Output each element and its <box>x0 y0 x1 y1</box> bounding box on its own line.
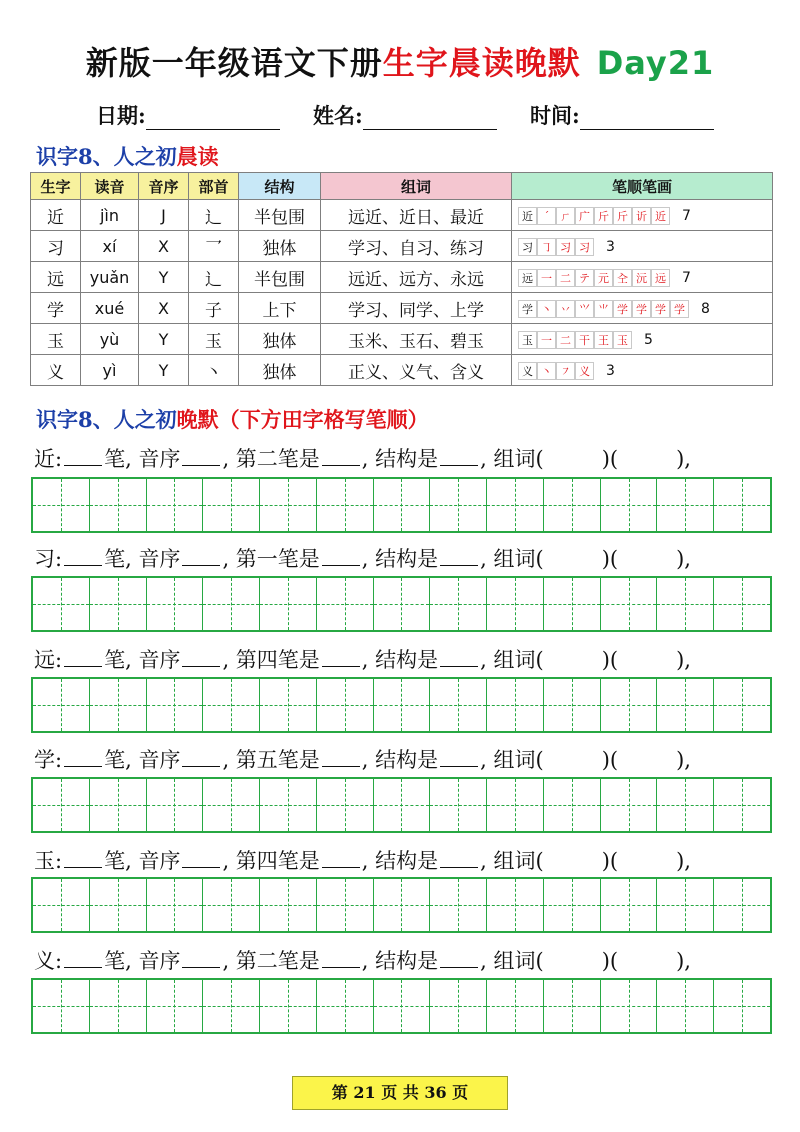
question-yinxu: 音序 <box>138 849 181 873</box>
stroke-step: 丶 <box>537 300 556 318</box>
tianzige-cell[interactable] <box>90 879 147 931</box>
stroke-blank[interactable] <box>322 948 360 968</box>
question-colon: : <box>55 849 63 873</box>
question-yinxu: 音序 <box>138 949 181 973</box>
tianzige-grid <box>31 777 772 833</box>
stroke-step: 学 <box>651 300 670 318</box>
tianzige-cell[interactable] <box>601 479 658 531</box>
stroke-step: 习 <box>575 238 594 256</box>
stroke-sequence <box>518 269 691 287</box>
table-row <box>31 262 773 293</box>
question-mid: )( <box>601 447 619 471</box>
stroke-count: 3 <box>606 238 615 255</box>
tianzige-cell[interactable] <box>317 479 374 531</box>
stroke-sequence <box>518 207 691 225</box>
page-number: 第 21 页 共 36 页 <box>292 1076 508 1110</box>
question-jiegou: 结构是 <box>375 849 439 873</box>
cell-stroke-order <box>512 355 773 386</box>
title-highlight: 生字晨读晚默 <box>382 44 581 82</box>
title-day: Day21 <box>596 44 715 82</box>
question-jiegou: 结构是 <box>375 447 439 471</box>
cell-stroke-order <box>512 293 773 324</box>
cell-bushou: 乛 <box>189 231 239 262</box>
stroke-sequence <box>518 238 615 256</box>
tianzige-cell[interactable] <box>544 479 601 531</box>
tianzige-cell[interactable] <box>544 779 601 831</box>
stroke-blank[interactable] <box>322 747 360 767</box>
cell-char: 远 <box>31 262 81 293</box>
cell-pinyin: yù <box>81 324 139 355</box>
time-blank[interactable] <box>580 108 714 130</box>
stroke-step: 一 <box>537 269 556 287</box>
question-colon: : <box>55 547 63 571</box>
stroke-count-blank[interactable] <box>64 948 102 968</box>
tianzige-cell[interactable] <box>487 479 544 531</box>
cell-jiegou: 独体 <box>239 231 321 262</box>
question-mid: )( <box>601 949 619 973</box>
stroke-sequence <box>518 300 710 318</box>
stroke-step: 元 <box>594 269 613 287</box>
name-label: 姓名: <box>313 103 363 128</box>
cell-zuci: 远近、远方、永远 <box>321 262 512 293</box>
tianzige-cell[interactable] <box>430 479 487 531</box>
date-blank[interactable] <box>146 108 280 130</box>
date-label: 日期: <box>96 103 146 128</box>
question-bi: 笔 <box>104 849 126 873</box>
question-yinxu: 音序 <box>138 648 181 672</box>
tianzige-cell[interactable] <box>601 679 658 731</box>
tianzige-cell[interactable] <box>601 578 658 630</box>
stroke-step: 玉 <box>613 331 632 349</box>
stroke-count-blank[interactable] <box>64 546 102 566</box>
stroke-step: 义 <box>575 362 594 380</box>
question-mid: )( <box>601 748 619 772</box>
dictation-question: 学: 笔, 音序 , 第五笔是 , 结构是 , 组词( )( ), <box>34 748 691 772</box>
question-end: ), <box>676 849 691 873</box>
dictation-question: 习: 笔, 音序 , 第一笔是 , 结构是 , 组词( )( ), <box>34 547 691 571</box>
stroke-step: ´ <box>537 207 556 225</box>
tianzige-cell[interactable] <box>657 779 714 831</box>
header-yinxu: 音序 <box>139 173 189 200</box>
header-zuci: 组词 <box>321 173 512 200</box>
header-jiegou: 结构 <box>239 173 321 200</box>
tianzige-cell[interactable] <box>714 479 770 531</box>
stroke-blank[interactable] <box>322 848 360 868</box>
stroke-count-blank[interactable] <box>64 848 102 868</box>
question-colon: : <box>55 748 63 772</box>
tianzige-cell[interactable] <box>487 679 544 731</box>
cell-zuci: 玉米、玉石、碧玉 <box>321 324 512 355</box>
stroke-step: 学 <box>670 300 689 318</box>
tianzige-cell[interactable] <box>33 879 90 931</box>
tianzige-cell[interactable] <box>374 578 431 630</box>
question-yinxu: 音序 <box>138 447 181 471</box>
cell-zuci: 正义、义气、含义 <box>321 355 512 386</box>
name-field[interactable] <box>313 100 497 130</box>
tianzige-cell[interactable] <box>374 479 431 531</box>
tianzige-cell[interactable] <box>203 479 260 531</box>
question-char: 义 <box>34 949 55 973</box>
dictation-question: 近: 笔, 音序 , 第二笔是 , 结构是 , 组词( )( ), <box>34 447 691 471</box>
question-jiegou: 结构是 <box>375 748 439 772</box>
tianzige-cell[interactable] <box>544 679 601 731</box>
tianzige-cell[interactable] <box>203 980 260 1032</box>
stroke-blank[interactable] <box>322 647 360 667</box>
question-jiegou: 结构是 <box>375 949 439 973</box>
structure-blank[interactable] <box>440 948 478 968</box>
table-row <box>31 231 773 262</box>
time-label: 时间: <box>530 103 580 128</box>
tianzige-cell[interactable] <box>260 779 317 831</box>
stroke-step: 王 <box>594 331 613 349</box>
cell-zuci: 学习、同学、上学 <box>321 293 512 324</box>
table-row <box>31 293 773 324</box>
stroke-step: テ <box>575 269 594 287</box>
name-blank[interactable] <box>363 108 497 130</box>
stroke-step: 䜣 <box>632 207 651 225</box>
tianzige-cell[interactable] <box>487 980 544 1032</box>
section-evening-lesson: 识字8、人之初 <box>36 407 177 432</box>
tianzige-cell[interactable] <box>203 679 260 731</box>
question-yinxu: 音序 <box>138 748 181 772</box>
page-title <box>0 38 800 84</box>
yinxu-blank[interactable] <box>182 647 220 667</box>
tianzige-cell[interactable] <box>374 980 431 1032</box>
stroke-sequence <box>518 362 615 380</box>
stroke-count: 7 <box>682 269 691 286</box>
tianzige-cell[interactable] <box>714 980 770 1032</box>
question-end: ), <box>676 748 691 772</box>
question-end: ), <box>676 547 691 571</box>
question-zuci: 组词( <box>493 748 544 772</box>
tianzige-grid <box>31 576 772 632</box>
tianzige-cell[interactable] <box>601 879 658 931</box>
cell-pinyin: xí <box>81 231 139 262</box>
stroke-blank[interactable] <box>322 446 360 466</box>
question-mid: )( <box>601 849 619 873</box>
tianzige-cell[interactable] <box>260 879 317 931</box>
tianzige-cell[interactable] <box>430 980 487 1032</box>
question-mid: )( <box>601 648 619 672</box>
cell-yinxu: Y <box>139 324 189 355</box>
stroke-count: 5 <box>644 331 653 348</box>
tianzige-cell[interactable] <box>544 879 601 931</box>
tianzige-cell[interactable] <box>544 578 601 630</box>
stroke-sequence <box>518 331 653 349</box>
tianzige-grid <box>31 677 772 733</box>
cell-yinxu: X <box>139 293 189 324</box>
header-char: 生字 <box>31 173 81 200</box>
dictation-question: 义: 笔, 音序 , 第二笔是 , 结构是 , 组词( )( ), <box>34 949 691 973</box>
tianzige-cell[interactable] <box>203 879 260 931</box>
tianzige-cell[interactable] <box>714 779 770 831</box>
question-ordinal: 第四笔是 <box>235 849 320 873</box>
cell-stroke-order <box>512 231 773 262</box>
structure-blank[interactable] <box>440 647 478 667</box>
cell-char: 习 <box>31 231 81 262</box>
tianzige-cell[interactable] <box>147 980 204 1032</box>
stroke-step: 干 <box>575 331 594 349</box>
question-ordinal: 第二笔是 <box>235 949 320 973</box>
header-pinyin: 读音 <box>81 173 139 200</box>
table-header-row <box>31 173 773 200</box>
section-evening-label: 晚默（下方田字格写笔顺） <box>176 407 429 432</box>
cell-zuci: 学习、自习、练习 <box>321 231 512 262</box>
question-zuci: 组词( <box>493 648 544 672</box>
tianzige-cell[interactable] <box>714 679 770 731</box>
tianzige-cell[interactable] <box>147 779 204 831</box>
character-table <box>30 172 773 386</box>
tianzige-cell[interactable] <box>203 578 260 630</box>
cell-pinyin: yuǎn <box>81 262 139 293</box>
question-bi: 笔 <box>104 447 126 471</box>
tianzige-cell[interactable] <box>430 679 487 731</box>
tianzige-cell[interactable] <box>90 980 147 1032</box>
tianzige-cell[interactable] <box>657 578 714 630</box>
question-ordinal: 第二笔是 <box>235 447 320 471</box>
question-bi: 笔 <box>104 748 126 772</box>
cell-zuci: 远近、近日、最近 <box>321 200 512 231</box>
stroke-step: 学 <box>613 300 632 318</box>
question-zuci: 组词( <box>493 547 544 571</box>
question-char: 学 <box>34 748 55 772</box>
question-jiegou: 结构是 <box>375 547 439 571</box>
title-main: 新版一年级语文下册 <box>85 44 383 82</box>
stroke-count-blank[interactable] <box>64 747 102 767</box>
stroke-step: ⺍ <box>575 300 594 318</box>
tianzige-cell[interactable] <box>430 779 487 831</box>
tianzige-cell[interactable] <box>430 879 487 931</box>
question-char: 习 <box>34 547 55 571</box>
stroke-step: 丷 <box>556 300 575 318</box>
stroke-step: 习 <box>518 238 537 256</box>
stroke-count: 7 <box>682 207 691 224</box>
tianzige-cell[interactable] <box>374 679 431 731</box>
tianzige-cell[interactable] <box>657 879 714 931</box>
stroke-step: 一 <box>537 331 556 349</box>
time-field[interactable] <box>530 100 714 130</box>
yinxu-blank[interactable] <box>182 446 220 466</box>
cell-yinxu: Y <box>139 262 189 293</box>
yinxu-blank[interactable] <box>182 948 220 968</box>
tianzige-cell[interactable] <box>147 479 204 531</box>
section-evening-title <box>36 404 429 434</box>
tianzige-grid <box>31 477 772 533</box>
tianzige-grid <box>31 978 772 1034</box>
question-mid: )( <box>601 547 619 571</box>
question-char: 近 <box>34 447 55 471</box>
question-bi: 笔 <box>104 648 126 672</box>
tianzige-cell[interactable] <box>260 980 317 1032</box>
cell-yinxu: X <box>139 231 189 262</box>
stroke-step: 沅 <box>632 269 651 287</box>
tianzige-cell[interactable] <box>260 479 317 531</box>
cell-stroke-order <box>512 200 773 231</box>
tianzige-cell[interactable] <box>544 980 601 1032</box>
cell-stroke-order <box>512 262 773 293</box>
tianzige-cell[interactable] <box>657 479 714 531</box>
tianzige-cell[interactable] <box>317 679 374 731</box>
stroke-step: ㄏ <box>556 207 575 225</box>
cell-char: 学 <box>31 293 81 324</box>
tianzige-cell[interactable] <box>33 578 90 630</box>
tianzige-cell[interactable] <box>317 779 374 831</box>
question-ordinal: 第五笔是 <box>235 748 320 772</box>
question-zuci: 组词( <box>493 447 544 471</box>
question-jiegou: 结构是 <box>375 648 439 672</box>
tianzige-cell[interactable] <box>147 879 204 931</box>
stroke-step: 近 <box>651 207 670 225</box>
cell-yinxu: Y <box>139 355 189 386</box>
stroke-step: 广 <box>575 207 594 225</box>
question-colon: : <box>55 447 63 471</box>
cell-bushou: 玉 <box>189 324 239 355</box>
tianzige-cell[interactable] <box>657 980 714 1032</box>
question-ordinal: 第一笔是 <box>235 547 320 571</box>
cell-pinyin: yì <box>81 355 139 386</box>
tianzige-cell[interactable] <box>487 779 544 831</box>
question-bi: 笔 <box>104 949 126 973</box>
tianzige-cell[interactable] <box>374 879 431 931</box>
stroke-step: 习 <box>556 238 575 256</box>
header-strokes: 笔顺笔画 <box>512 173 773 200</box>
tianzige-cell[interactable] <box>430 578 487 630</box>
tianzige-cell[interactable] <box>90 779 147 831</box>
header-bushou: 部首 <box>189 173 239 200</box>
structure-blank[interactable] <box>440 747 478 767</box>
date-field[interactable] <box>96 100 280 130</box>
tianzige-cell[interactable] <box>317 879 374 931</box>
stroke-step: 斤 <box>594 207 613 225</box>
question-bi: 笔 <box>104 547 126 571</box>
tianzige-cell[interactable] <box>33 980 90 1032</box>
tianzige-cell[interactable] <box>260 679 317 731</box>
stroke-step: ㇆ <box>537 238 556 256</box>
tianzige-cell[interactable] <box>33 779 90 831</box>
yinxu-blank[interactable] <box>182 848 220 868</box>
yinxu-blank[interactable] <box>182 747 220 767</box>
cell-jiegou: 半包围 <box>239 200 321 231</box>
tianzige-cell[interactable] <box>90 679 147 731</box>
question-ordinal: 第四笔是 <box>235 648 320 672</box>
tianzige-cell[interactable] <box>90 578 147 630</box>
yinxu-blank[interactable] <box>182 546 220 566</box>
tianzige-cell[interactable] <box>317 578 374 630</box>
cell-bushou: 子 <box>189 293 239 324</box>
cell-jiegou: 独体 <box>239 324 321 355</box>
question-zuci: 组词( <box>493 949 544 973</box>
tianzige-cell[interactable] <box>203 779 260 831</box>
stroke-step: 玉 <box>518 331 537 349</box>
question-end: ), <box>676 949 691 973</box>
tianzige-cell[interactable] <box>714 578 770 630</box>
structure-blank[interactable] <box>440 446 478 466</box>
stroke-count: 8 <box>701 300 710 317</box>
question-colon: : <box>55 648 63 672</box>
tianzige-cell[interactable] <box>487 879 544 931</box>
tianzige-cell[interactable] <box>487 578 544 630</box>
cell-yinxu: J <box>139 200 189 231</box>
table-row <box>31 355 773 386</box>
tianzige-cell[interactable] <box>147 578 204 630</box>
info-line <box>0 100 800 130</box>
stroke-step: 义 <box>518 362 537 380</box>
stroke-step: 学 <box>518 300 537 318</box>
section-morning-title <box>36 141 219 171</box>
tianzige-cell[interactable] <box>601 980 658 1032</box>
cell-char: 玉 <box>31 324 81 355</box>
question-yinxu: 音序 <box>138 547 181 571</box>
dictation-question: 远: 笔, 音序 , 第四笔是 , 结构是 , 组词( )( ), <box>34 648 691 672</box>
stroke-step: 㒰 <box>613 269 632 287</box>
question-end: ), <box>676 447 691 471</box>
stroke-step: 远 <box>651 269 670 287</box>
cell-stroke-order <box>512 324 773 355</box>
tianzige-cell[interactable] <box>147 679 204 731</box>
tianzige-cell[interactable] <box>317 980 374 1032</box>
stroke-step: 二 <box>556 331 575 349</box>
table-row <box>31 200 773 231</box>
structure-blank[interactable] <box>440 848 478 868</box>
cell-bushou: 丶 <box>189 355 239 386</box>
stroke-step: 学 <box>632 300 651 318</box>
cell-bushou: 辶 <box>189 262 239 293</box>
cell-pinyin: xué <box>81 293 139 324</box>
stroke-step: 远 <box>518 269 537 287</box>
tianzige-cell[interactable] <box>260 578 317 630</box>
tianzige-cell[interactable] <box>714 879 770 931</box>
stroke-step: 近 <box>518 207 537 225</box>
stroke-count: 3 <box>606 362 615 379</box>
section-morning-lesson: 识字8、人之初 <box>36 144 177 169</box>
cell-jiegou: 上下 <box>239 293 321 324</box>
tianzige-cell[interactable] <box>33 479 90 531</box>
cell-char: 义 <box>31 355 81 386</box>
structure-blank[interactable] <box>440 546 478 566</box>
stroke-step: ⺌ <box>594 300 613 318</box>
tianzige-cell[interactable] <box>657 679 714 731</box>
cell-jiegou: 半包围 <box>239 262 321 293</box>
tianzige-cell[interactable] <box>601 779 658 831</box>
cell-pinyin: jìn <box>81 200 139 231</box>
cell-bushou: 辶 <box>189 200 239 231</box>
stroke-step: 二 <box>556 269 575 287</box>
section-morning-label: 晨读 <box>176 144 219 169</box>
question-colon: : <box>55 949 63 973</box>
tianzige-grid <box>31 877 772 933</box>
stroke-step: 斤 <box>613 207 632 225</box>
tianzige-cell[interactable] <box>90 479 147 531</box>
tianzige-cell[interactable] <box>33 679 90 731</box>
table-row <box>31 324 773 355</box>
question-char: 远 <box>34 648 55 672</box>
stroke-step: 丶 <box>537 362 556 380</box>
cell-char: 近 <box>31 200 81 231</box>
cell-jiegou: 独体 <box>239 355 321 386</box>
tianzige-cell[interactable] <box>374 779 431 831</box>
question-char: 玉 <box>34 849 55 873</box>
stroke-count-blank[interactable] <box>64 446 102 466</box>
question-zuci: 组词( <box>493 849 544 873</box>
question-end: ), <box>676 648 691 672</box>
stroke-step: ㇇ <box>556 362 575 380</box>
stroke-blank[interactable] <box>322 546 360 566</box>
dictation-question: 玉: 笔, 音序 , 第四笔是 , 结构是 , 组词( )( ), <box>34 849 691 873</box>
stroke-count-blank[interactable] <box>64 647 102 667</box>
